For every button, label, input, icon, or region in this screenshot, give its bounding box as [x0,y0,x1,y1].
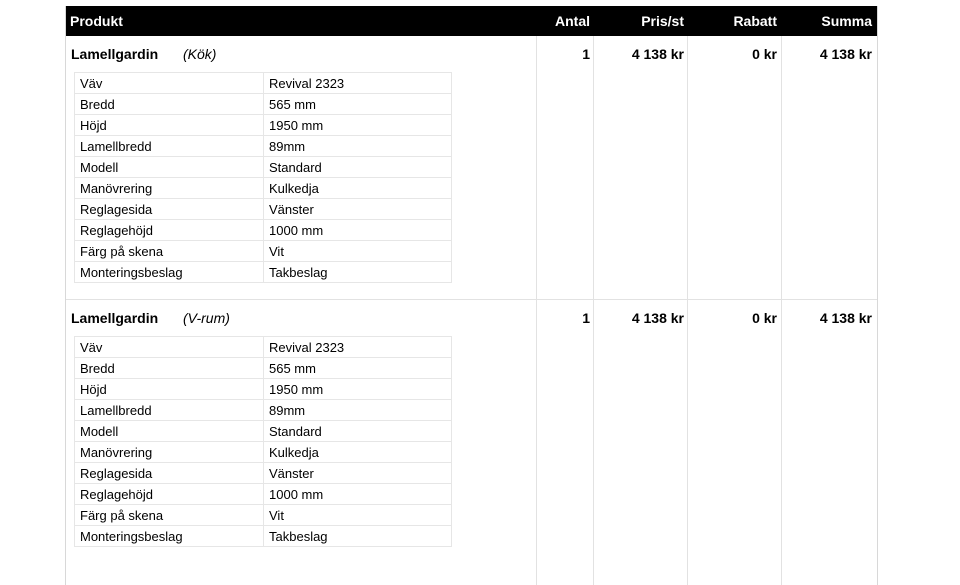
spec-row [75,379,452,400]
product-summa: 4 138 kr [819,310,872,326]
spec-value: 89mm [264,136,452,157]
spec-row [75,358,452,379]
spec-key: Modell [75,421,264,442]
spec-row [75,484,452,505]
spec-row [75,241,452,262]
product-antal: 1 [582,310,590,326]
spec-row [75,262,452,283]
spec-row [75,73,452,94]
spec-key: Väv [75,73,264,94]
spec-key: Höjd [75,379,264,400]
spec-row [75,220,452,241]
product-row [66,36,877,300]
spec-value: 89mm [264,400,452,421]
header-rabatt: Rabatt [733,13,777,29]
spec-value: Vit [264,241,452,262]
product-pris: 4 138 kr [631,46,684,62]
spec-value: Takbeslag [264,526,452,547]
spec-row [75,400,452,421]
header-pris: Pris/st [641,13,684,29]
spec-value: 1950 mm [264,115,452,136]
product-row [66,300,877,560]
spec-row [75,505,452,526]
spec-key: Reglagesida [75,463,264,484]
spec-key: Färg på skena [75,241,264,262]
spec-row [75,94,452,115]
spec-value: Vänster [264,463,452,484]
spec-key: Reglagehöjd [75,220,264,241]
spec-key: Lamellbredd [75,136,264,157]
spec-value: 565 mm [264,94,452,115]
header-antal: Antal [555,13,590,29]
spec-row [75,178,452,199]
spec-value: 1000 mm [264,484,452,505]
spec-value: Vit [264,505,452,526]
product-rabatt: 0 kr [752,310,777,326]
product-room: (Kök) [183,46,217,62]
spec-key: Färg på skena [75,505,264,526]
spec-value: 565 mm [264,358,452,379]
spec-row [75,421,452,442]
spec-key: Modell [75,157,264,178]
header-produkt: Produkt [70,13,123,29]
product-name: Lamellgardin [71,46,159,62]
spec-row [75,115,452,136]
spec-key: Reglagehöjd [75,484,264,505]
spec-row [75,526,452,547]
table-header [66,6,877,36]
product-rabatt: 0 kr [752,46,777,62]
spec-value: Revival 2323 [264,73,452,94]
spec-key: Manövrering [75,178,264,199]
spec-value: Standard [264,421,452,442]
spec-table [74,72,452,283]
header-summa: Summa [821,13,872,29]
spec-key: Bredd [75,358,264,379]
spec-key: Reglagesida [75,199,264,220]
spec-row [75,199,452,220]
spec-key: Monteringsbeslag [75,526,264,547]
spec-row [75,337,452,358]
spec-value: Revival 2323 [264,337,452,358]
spec-value: 1000 mm [264,220,452,241]
spec-key: Monteringsbeslag [75,262,264,283]
product-summa: 4 138 kr [819,46,872,62]
spec-row [75,463,452,484]
spec-key: Lamellbredd [75,400,264,421]
product-pris: 4 138 kr [631,310,684,326]
order-sheet [65,6,878,585]
spec-row [75,157,452,178]
spec-row [75,136,452,157]
spec-value: Kulkedja [264,442,452,463]
spec-value: Vänster [264,199,452,220]
spec-value: 1950 mm [264,379,452,400]
product-room: (V-rum) [183,310,230,326]
spec-value: Takbeslag [264,262,452,283]
spec-value: Kulkedja [264,178,452,199]
spec-table [74,336,452,547]
spec-row [75,442,452,463]
product-name: Lamellgardin [71,310,159,326]
spec-value: Standard [264,157,452,178]
spec-key: Väv [75,337,264,358]
spec-key: Höjd [75,115,264,136]
product-antal: 1 [582,46,590,62]
spec-key: Manövrering [75,442,264,463]
spec-key: Bredd [75,94,264,115]
